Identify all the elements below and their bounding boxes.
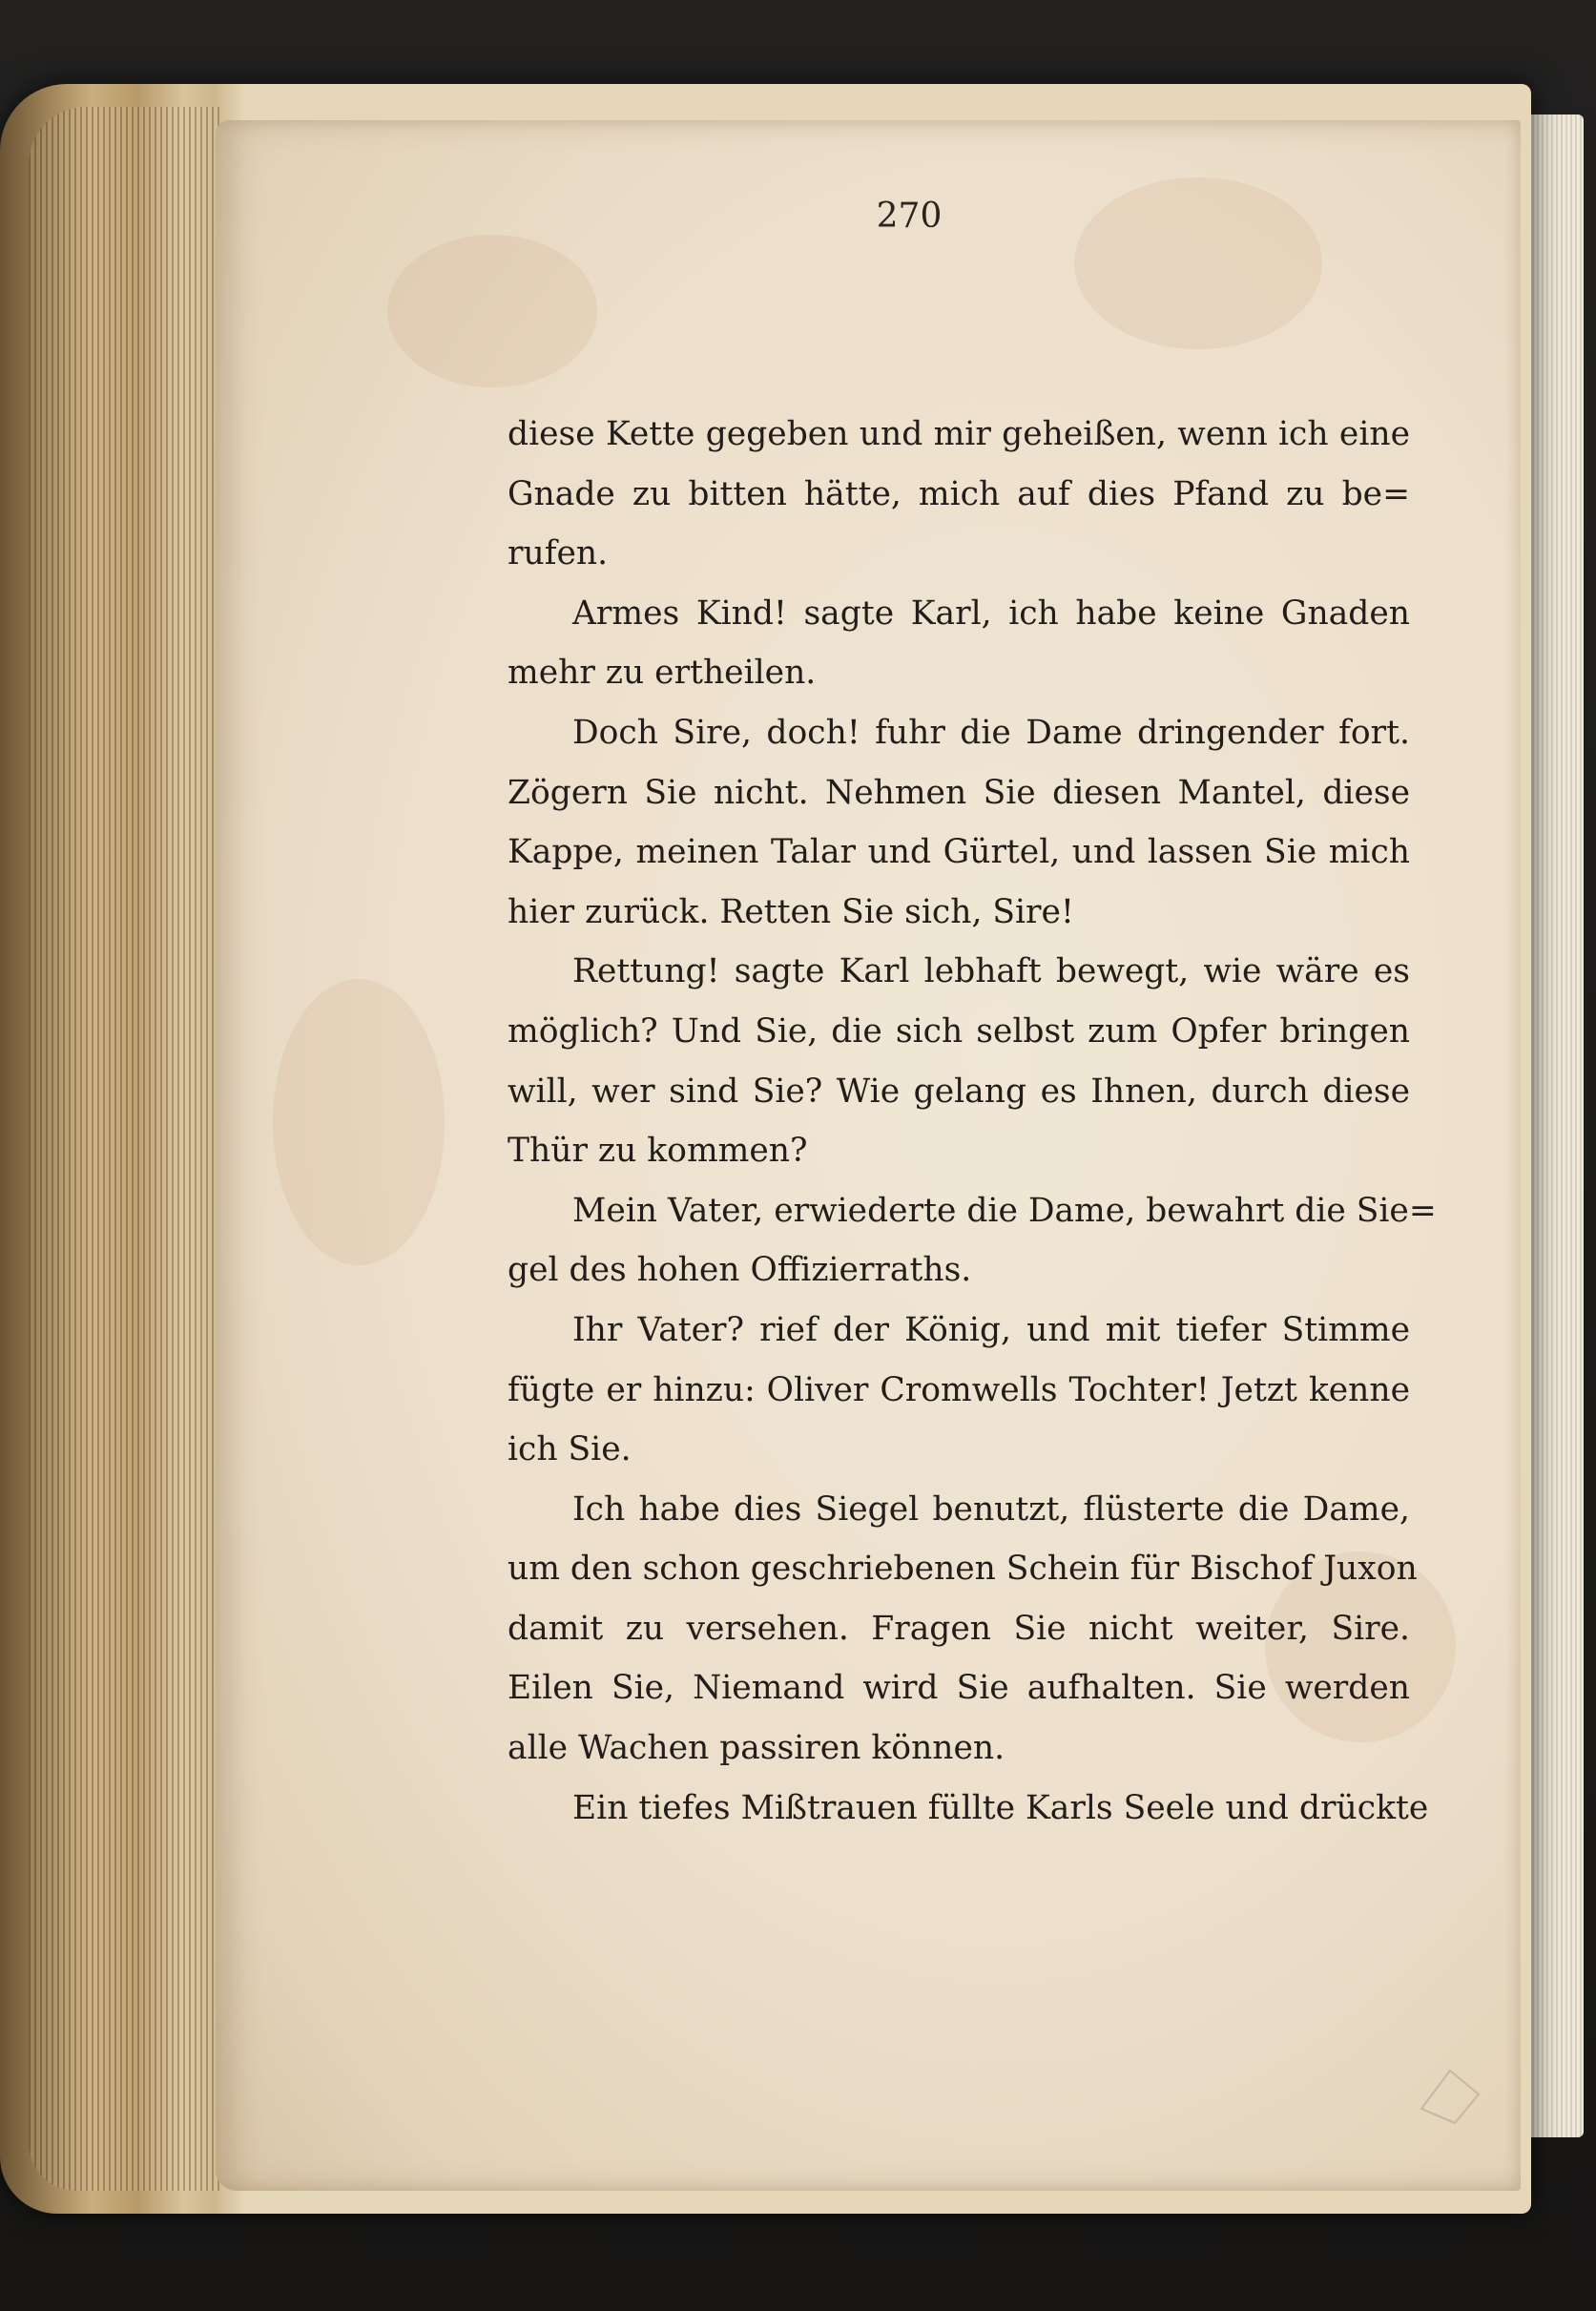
text-line: Armes Kind! sagte Karl, ich habe keine Gnaden xyxy=(572,593,1410,633)
text-line: hier zurück. Retten Sie sich, Sire! xyxy=(508,892,1074,931)
text-line: gel des hohen Offizierraths. xyxy=(508,1251,972,1290)
page-corner-fold-mark xyxy=(1412,2061,1488,2128)
text-line: Zögern Sie nicht. Nehmen Sie diesen Mantel, diese xyxy=(508,773,1410,812)
text-line: damit zu versehen. Fragen Sie nicht weiter, Sire. xyxy=(508,1609,1410,1648)
text-line: Kappe, meinen Talar und Gürtel, und lassen Sie mich xyxy=(508,833,1410,872)
text-line: Rettung! sagte Karl lebhaft bewegt, wie wäre es xyxy=(572,952,1410,991)
text-line: rufen. xyxy=(508,534,609,573)
stacked-page-edges xyxy=(29,107,219,2191)
paper-stain xyxy=(273,979,445,1265)
text-line: mehr zu ertheilen. xyxy=(508,654,817,693)
text-line: möglich? Und Sie, die sich selbst zum Opfer bringen xyxy=(508,1011,1410,1051)
text-line: Ihr Vater? rief der König, und mit tiefer Stimme xyxy=(572,1310,1410,1349)
text-line: alle Wachen passiren können. xyxy=(508,1729,1005,1768)
text-line: Gnade zu bitten hätte, mich auf dies Pfand zu be= xyxy=(508,474,1410,513)
paper-stain xyxy=(387,235,597,387)
text-line: will, wer sind Sie? Wie gelang es Ihnen, durch diese xyxy=(508,1072,1410,1111)
text-line: ich Sie. xyxy=(508,1430,632,1469)
text-line: Thür zu kommen? xyxy=(508,1132,808,1171)
text-line: um den schon geschriebenen Schein für Bischof Juxon xyxy=(508,1550,1418,1589)
body-text xyxy=(508,405,1437,1838)
text-line: Eilen Sie, Niemand wird Sie aufhalten. Sie werden xyxy=(508,1669,1410,1708)
text-line: diese Kette gegeben und mir geheißen, wenn ich eine xyxy=(508,415,1410,453)
text-line: Mein Vater, erwiederte die Dame, bewahrt die Sie= xyxy=(572,1191,1437,1230)
text-line: Ich habe dies Siegel benutzt, flüsterte die Dame, xyxy=(572,1489,1410,1529)
text-line: Ein tiefes Mißtrauen füllte Karls Seele und drückte xyxy=(572,1788,1429,1827)
text-line: Doch Sire, doch! fuhr die Dame dringender fort. xyxy=(572,713,1410,752)
text-line: fügte er hinzu: Oliver Cromwells Tochter! Jetzt kenne xyxy=(508,1370,1410,1409)
page-number: 270 xyxy=(876,197,943,236)
